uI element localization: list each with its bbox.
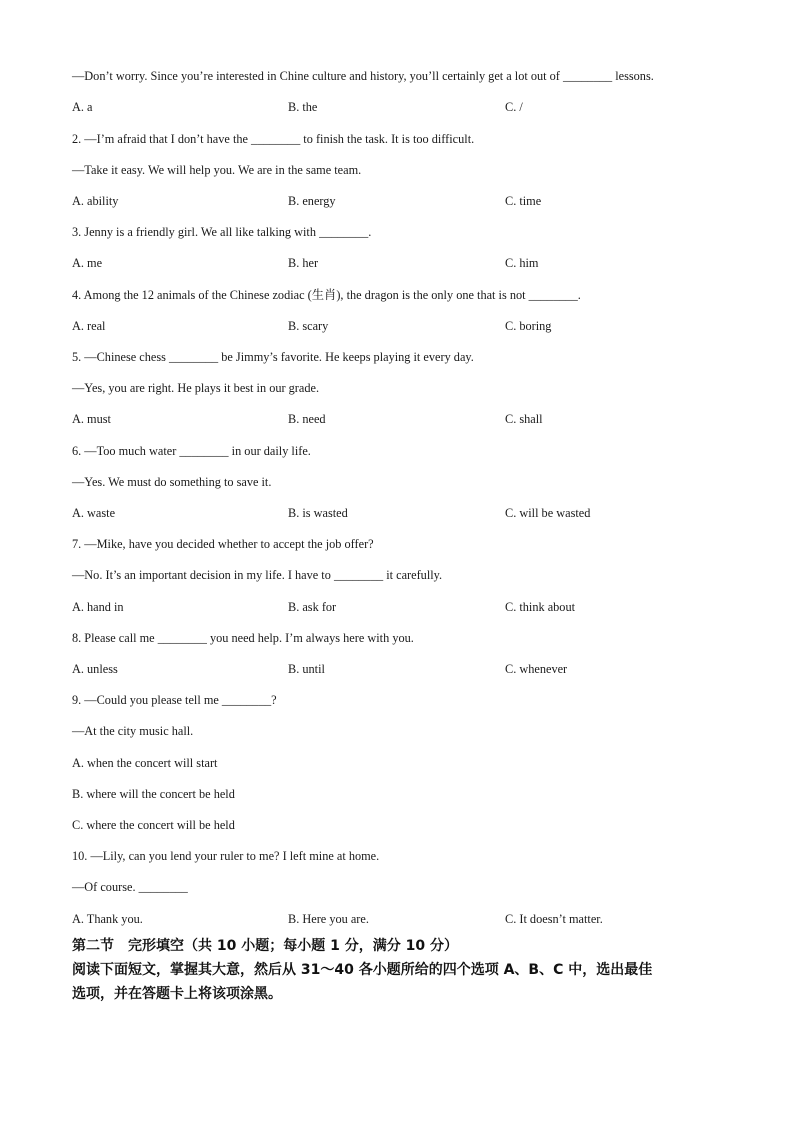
question-8-stem: 8. Please call me ________ you need help. I’m always here with you. <box>72 631 414 645</box>
question-4-option-c: C. boring <box>505 319 552 333</box>
question-8-option-a: A. unless <box>72 662 118 676</box>
question-7-stem: 7. —Mike, have you decided whether to accept the job offer? <box>72 537 374 551</box>
question-9-reply: —At the city music hall. <box>72 724 194 738</box>
question-10-option-a: A. Thank you. <box>72 912 143 926</box>
question-9-option-a: A. when the concert will start <box>72 756 218 770</box>
question-3-stem: 3. Jenny is a friendly girl. We all like talking with ________. <box>72 225 372 239</box>
question-1-option-c: C. / <box>505 100 523 114</box>
question-3-option-c: C. him <box>505 256 539 270</box>
section-instruction-line-1: 阅读下面短文，掌握其大意，然后从 31～40 各小题所给的四个选项 A、B、C 中，选出最佳 <box>72 962 653 978</box>
question-8-option-b: B. until <box>288 662 325 676</box>
question-6-option-a: A. waste <box>72 506 116 520</box>
question-2-option-a: A. ability <box>72 194 119 208</box>
question-10-option-c: C. It doesn’t matter. <box>505 912 603 926</box>
question-4-option-b: B. scary <box>288 319 329 333</box>
question-8-option-c: C. whenever <box>505 662 568 676</box>
question-10-reply: —Of course. ________ <box>72 880 188 894</box>
question-7-reply: —No. It’s an important decision in my life. I have to ________ it carefully. <box>72 568 443 582</box>
question-4-stem: 4. Among the 12 animals of the Chinese zodiac (生肖), the dragon is the only one that is not ________. <box>72 288 581 302</box>
question-2-option-c: C. time <box>505 194 542 208</box>
question-9-stem: 9. —Could you please tell me ________? <box>72 693 277 707</box>
question-5-option-c: C. shall <box>505 412 543 426</box>
section-heading: 第二节 完形填空（共 10 小题；每小题 1 分，满分 10 分） <box>72 938 458 954</box>
question-5-option-b: B. need <box>288 412 326 426</box>
question-3-option-b: B. her <box>288 256 319 270</box>
question-6-option-c: C. will be wasted <box>505 506 591 520</box>
question-1-option-a: A. a <box>72 100 93 114</box>
question-4-option-a: A. real <box>72 319 106 333</box>
question-6-option-b: B. is wasted <box>288 506 348 520</box>
question-1-option-b: B. the <box>288 100 318 114</box>
section-instruction-line-2: 选项，并在答题卡上将该项涂黑。 <box>72 986 282 1002</box>
question-6-stem: 6. —Too much water ________ in our daily life. <box>72 444 311 458</box>
question-5-stem: 5. —Chinese chess ________ be Jimmy’s favorite. He keeps playing it every day. <box>72 350 474 364</box>
question-6-reply: —Yes. We must do something to save it. <box>72 475 272 489</box>
question-2-reply: —Take it easy. We will help you. We are in the same team. <box>72 163 362 177</box>
question-5-option-a: A. must <box>72 412 111 426</box>
question-9-option-c: C. where the concert will be held <box>72 818 235 832</box>
section-instructions <box>72 958 732 1006</box>
question-10-option-b: B. Here you are. <box>288 912 369 926</box>
question-1-text: —Don’t worry. Since you’re interested in Chine culture and history, you’ll certainly get a lot out of ________ lessons. <box>72 69 654 83</box>
question-7-option-a: A. hand in <box>72 600 124 614</box>
question-10-stem: 10. —Lily, can you lend your ruler to me? I left mine at home. <box>72 849 380 863</box>
question-5-reply: —Yes, you are right. He plays it best in our grade. <box>72 381 320 395</box>
question-3-option-a: A. me <box>72 256 103 270</box>
question-7-option-b: B. ask for <box>288 600 337 614</box>
question-2-option-b: B. energy <box>288 194 336 208</box>
question-9-option-b: B. where will the concert be held <box>72 787 235 801</box>
question-2-stem: 2. —I’m afraid that I don’t have the ________ to finish the task. It is too difficult. <box>72 132 475 146</box>
question-7-option-c: C. think about <box>505 600 576 614</box>
